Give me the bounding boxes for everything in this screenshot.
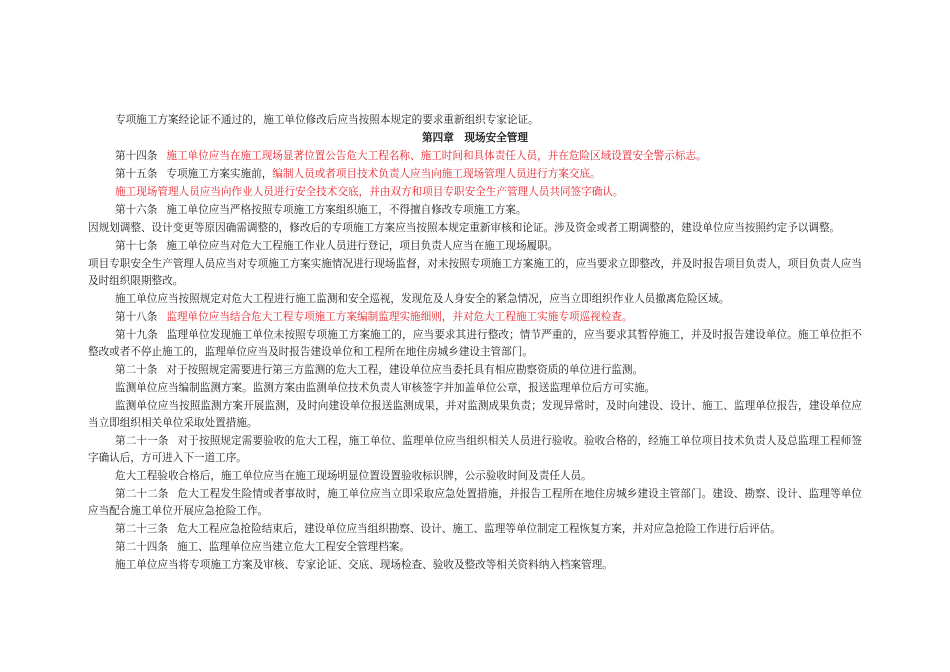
article-text: 危大工程发生险情或者事故时，施工单位应当立即采取应急处置措施，并报告工程所在地住房城乡建设主管部门。建设、勘察、设计、监理等单位应当配合施工单位开展应急抢险工作。 bbox=[88, 488, 863, 517]
article-19 bbox=[88, 327, 862, 361]
article-22 bbox=[88, 486, 862, 520]
highlighted-text: 施工现场管理人员应当向作业人员进行安全技术交底，并由双方和项目专职安全生产管理人员共同签字确认。 bbox=[115, 186, 624, 198]
paragraph-text: 施工单位应当按照规定对危大工程进行施工监测和安全巡视，发现危及人身安全的紧急情况，应当立即组织作业人员撤离危险区域。 bbox=[115, 293, 730, 305]
paragraph-text: 监测单位应当编制监测方案。监测方案由监测单位技术负责人审核签字并加盖单位公章，报送监理单位后方可实施。 bbox=[115, 382, 656, 394]
paragraph-expert-review bbox=[88, 112, 862, 129]
article-number: 第二十四条 bbox=[115, 541, 168, 553]
chapter-heading: 第四章 现场安全管理 bbox=[422, 132, 528, 144]
paragraph-acceptance-sign bbox=[88, 468, 862, 485]
highlighted-text: 监理单位应当结合危大工程专项施工方案编制监理实施细则，并对危大工程施工实施专项巡视检查。 bbox=[166, 311, 633, 323]
article-text: 专项施工方案实施前， bbox=[166, 168, 273, 180]
article-number: 第二十一条 bbox=[115, 435, 169, 447]
article-17 bbox=[88, 238, 862, 255]
highlighted-text: 施工单位应当在施工现场显著位置公告危大工程名称、施工时间和具体责任人员，并在危险区域设置安全警示标志。 bbox=[166, 150, 707, 162]
article-21 bbox=[88, 433, 862, 467]
paragraph-text: 项目专职安全生产管理人员应当对专项施工方案实施情况进行现场监督，对未按照专项施工方案施工的，应当要求立即整改，并及时报告项目负责人，项目负责人应当及时组织限期整改。 bbox=[88, 258, 862, 287]
article-18 bbox=[88, 309, 862, 326]
paragraph-text: 因规划调整、设计变更等原因确需调整的，修改后的专项施工方案应当按照本规定重新审核和论证。涉及资金或者工期调整的，建设单位应当按照约定予以调整。 bbox=[88, 222, 841, 234]
article-text: 对于按照规定需要进行第三方监测的危大工程，建设单位应当委托具有相应勘察资质的单位进行监测。 bbox=[166, 364, 644, 376]
article-number: 第十九条 bbox=[115, 329, 158, 341]
highlighted-text: 编制人员或者项目技术负责人应当向施工现场管理人员进行方案交底。 bbox=[272, 168, 601, 180]
article-number: 第十八条 bbox=[115, 311, 158, 323]
article-number: 第十四条 bbox=[115, 150, 158, 162]
article-number: 第二十三条 bbox=[115, 523, 168, 535]
paragraph-text: 施工单位应当将专项施工方案及审核、专家论证、交底、现场检查、验收及整改等相关资料纳入档案管理。 bbox=[115, 559, 613, 571]
paragraph-text: 监测单位应当按照监测方案开展监测，及时向建设单位报送监测成果，并对监测成果负责；发现异常时，及时向建设、设计、施工、监理单位报告，建设单位应当立即组织相关单位采取处置措施。 bbox=[88, 400, 862, 429]
article-text: 施工单位应当严格按照专项施工方案组织施工，不得擅自修改专项施工方案。 bbox=[166, 204, 527, 216]
article-text: 危大工程应急抢险结束后，建设单位应当组织勘察、设计、施工、监理等单位制定工程恢复方案，并对应急抢险工作进行后评估。 bbox=[176, 523, 781, 535]
paragraph-monitoring-plan bbox=[88, 380, 862, 397]
article-number: 第十六条 bbox=[115, 204, 158, 216]
article-15 bbox=[88, 166, 862, 183]
article-number: 第二十条 bbox=[115, 364, 158, 376]
article-number: 第二十二条 bbox=[115, 488, 169, 500]
paragraph-monitoring-patrol bbox=[88, 291, 862, 308]
paragraph-text: 危大工程验收合格后，施工单位应当在施工现场明显位置设置验收标识牌，公示验收时间及责任人员。 bbox=[115, 470, 592, 482]
article-number: 第十五条 bbox=[115, 168, 158, 180]
article-24 bbox=[88, 539, 862, 556]
article-text: 对于按照规定需要验收的危大工程，施工单位、监理单位应当组织相关人员进行验收。验收合格的，经施工单位项目技术负责人及总监理工程师签字确认后，方可进入下一道工序。 bbox=[88, 435, 863, 464]
article-number: 第十七条 bbox=[115, 240, 158, 252]
paragraph-site-supervision bbox=[88, 256, 862, 290]
paragraph-safety-briefing bbox=[88, 184, 862, 201]
paragraph-text: 专项施工方案经论证不通过的，施工单位修改后应当按照本规定的要求重新组织专家论证。 bbox=[115, 114, 539, 126]
article-20 bbox=[88, 362, 862, 379]
article-text: 施工、监理单位应当建立危大工程安全管理档案。 bbox=[176, 541, 411, 553]
article-text: 监理单位发现施工单位未按照专项施工方案施工的，应当要求其进行整改；情节严重的，应当要求其暂停施工，并及时报告建设单位。施工单位拒不整改或者不停止施工的，监理单位应当及时报告建设单位和工程所在地住房城乡建设主管部门。 bbox=[88, 329, 863, 358]
article-16 bbox=[88, 202, 862, 219]
paragraph-plan-adjustment bbox=[88, 220, 862, 237]
article-14 bbox=[88, 148, 862, 165]
paragraph-monitoring-report bbox=[88, 398, 862, 432]
article-23 bbox=[88, 521, 862, 538]
paragraph-archive bbox=[88, 557, 862, 574]
article-text: 施工单位应当对危大工程施工作业人员进行登记，项目负责人应当在施工现场履职。 bbox=[166, 240, 559, 252]
